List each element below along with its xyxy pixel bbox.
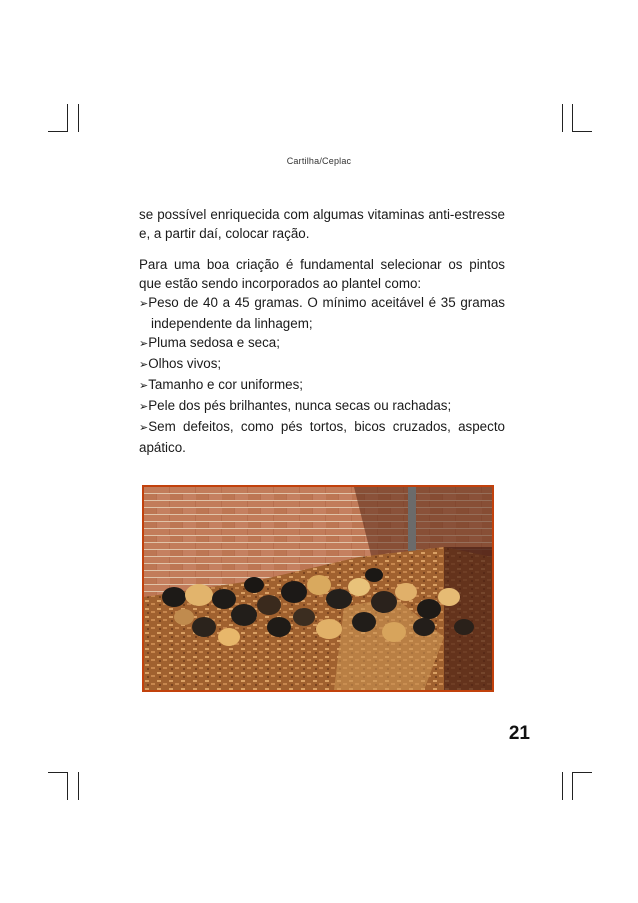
arrow-bullet-icon: ➢ xyxy=(139,401,149,413)
running-header: Cartilha/Ceplac xyxy=(286,156,352,166)
chicks-photo xyxy=(142,485,494,692)
page-number: 21 xyxy=(508,723,530,744)
chicks-illustration xyxy=(144,487,492,690)
paragraph-selecao: Para uma boa criação é fundamental selecionar os pintos que estão sendo incorporados ao plantel como: xyxy=(139,257,505,291)
paragraph-vitaminas: se possível enriquecida com algumas vitaminas anti-estresse e, a partir daí, colocar ração. xyxy=(139,207,505,241)
arrow-bullet-icon: ➢ xyxy=(139,338,149,350)
arrow-bullet-icon: ➢ xyxy=(139,422,149,434)
list-item: ➢Pele dos pés brilhantes, nunca secas ou rachadas; xyxy=(139,398,452,413)
list-item: ➢Tamanho e cor uniformes; xyxy=(139,377,304,392)
list-item: ➢Peso de 40 a 45 gramas. O mínimo aceitável é 35 gramas independente da linhagem; xyxy=(139,295,505,331)
list-item: ➢Pluma sedosa e seca; xyxy=(139,335,280,350)
arrow-bullet-icon: ➢ xyxy=(139,359,149,371)
page-body xyxy=(139,205,505,457)
list-item: ➢Sem defeitos, como pés tortos, bicos cruzados, aspecto apático. xyxy=(139,419,505,455)
list-item: ➢Olhos vivos; xyxy=(139,356,222,371)
arrow-bullet-icon: ➢ xyxy=(139,298,149,310)
arrow-bullet-icon: ➢ xyxy=(139,380,149,392)
